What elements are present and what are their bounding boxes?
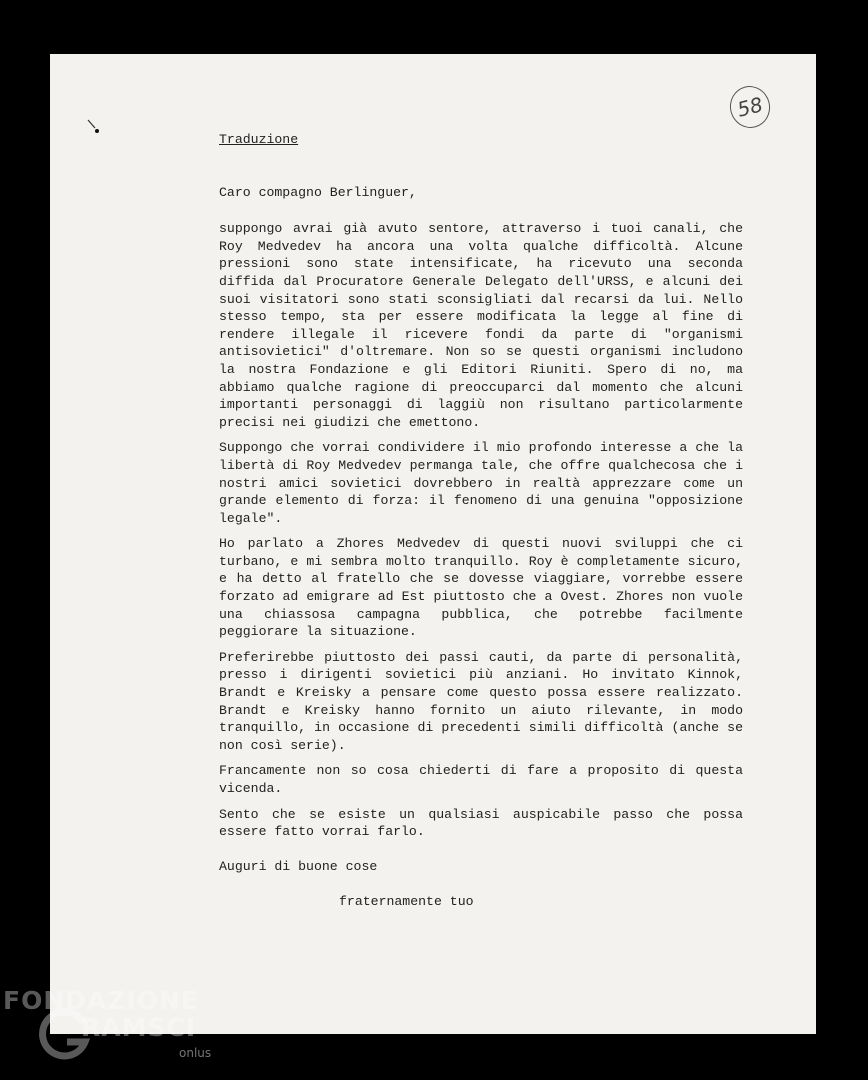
letter-paragraph: Suppongo che vorrai condividere il mio profondo interesse a che la libertà di Roy Medvedev permanga tale, che offre qualchecosa che i nostri amici sovietici dovrebbero in realtà apprezzare come un grande elemento di forza: il fenomeno di una genuina "opposizione legale". xyxy=(219,440,743,526)
watermark-onlus: onlus xyxy=(179,1046,212,1060)
watermark-line2: RAMSCI xyxy=(81,1013,197,1042)
letter-paragraph: Preferirebbe piuttosto dei passi cauti, da parte di personalità, presso i dirigenti sovietici più anziani. Ho invitato Kinnok, Brandt e Kreisky a pensare come questo possa essere realizzato. Brandt e Kreisky hanno fornito un aiuto rilevante, in modo tranquillo, in occasione di precedenti simili difficoltà (anche se non così serie). xyxy=(219,649,743,753)
letter-paragraph: Ho parlato a Zhores Medvedev di questi nuovi sviluppi che ci turbano, e mi sembra molto tranquillo. Roy è completamente sicuro, e ha detto al fratello che se dovesse viaggiare, vorrebbe essere forzato ad emigrare ad Est piuttosto che a Ovest. Zhores non vuole una chiassosa campagna pubblica, che potrebbe facilmente peggiorare la situazione. xyxy=(219,536,743,640)
page-number: 58 xyxy=(734,92,766,122)
letter-body xyxy=(219,131,743,911)
letter-paragraph: Sento che se esiste un qualsiasi auspicabile passo che possa essere fatto vorrai farlo. xyxy=(219,806,743,840)
watermark-line1: FONDAZIONE xyxy=(3,986,200,1015)
staple-hole-mark xyxy=(86,118,100,134)
letter-paragraph: Francamente non so cosa chiederti di fare a proposito di questa vicenda. xyxy=(219,763,743,796)
fondazione-gramsci-watermark xyxy=(3,986,218,1076)
letter-closing: Auguri di buone cose xyxy=(219,858,378,874)
letter-salutation: Caro compagno Berlinguer, xyxy=(219,184,417,200)
letter-paragraph: suppongo avrai già avuto sentore, attraverso i tuoi canali, che Roy Medvedev ha ancora una volta qualche difficoltà. Alcune pressioni sono state intensificate, ha ricevuto una seconda diffida dal Procuratore Generale Delegato dell'URSS, e alcuni dei suoi visitatori sono stati sconsigliati dal recarsi da lui. Nello stesso tempo, sta per essere modificata la legge al fine di rendere illegale il ricevere fondi da parte di "organismi antisovietici" d'oltremare. Non so se questi organismi includono la nostra Fondazione e gli Editori Riuniti. Spero di no, ma abbiamo qualche ragione di preoccuparci dal momento che alcuni importanti personaggi di laggiù non risultano particolarmente precisi nei giudizi che emettono. xyxy=(219,221,743,430)
letter-signoff: fraternamente tuo xyxy=(339,894,474,910)
letter-heading: Traduzione xyxy=(219,132,299,147)
